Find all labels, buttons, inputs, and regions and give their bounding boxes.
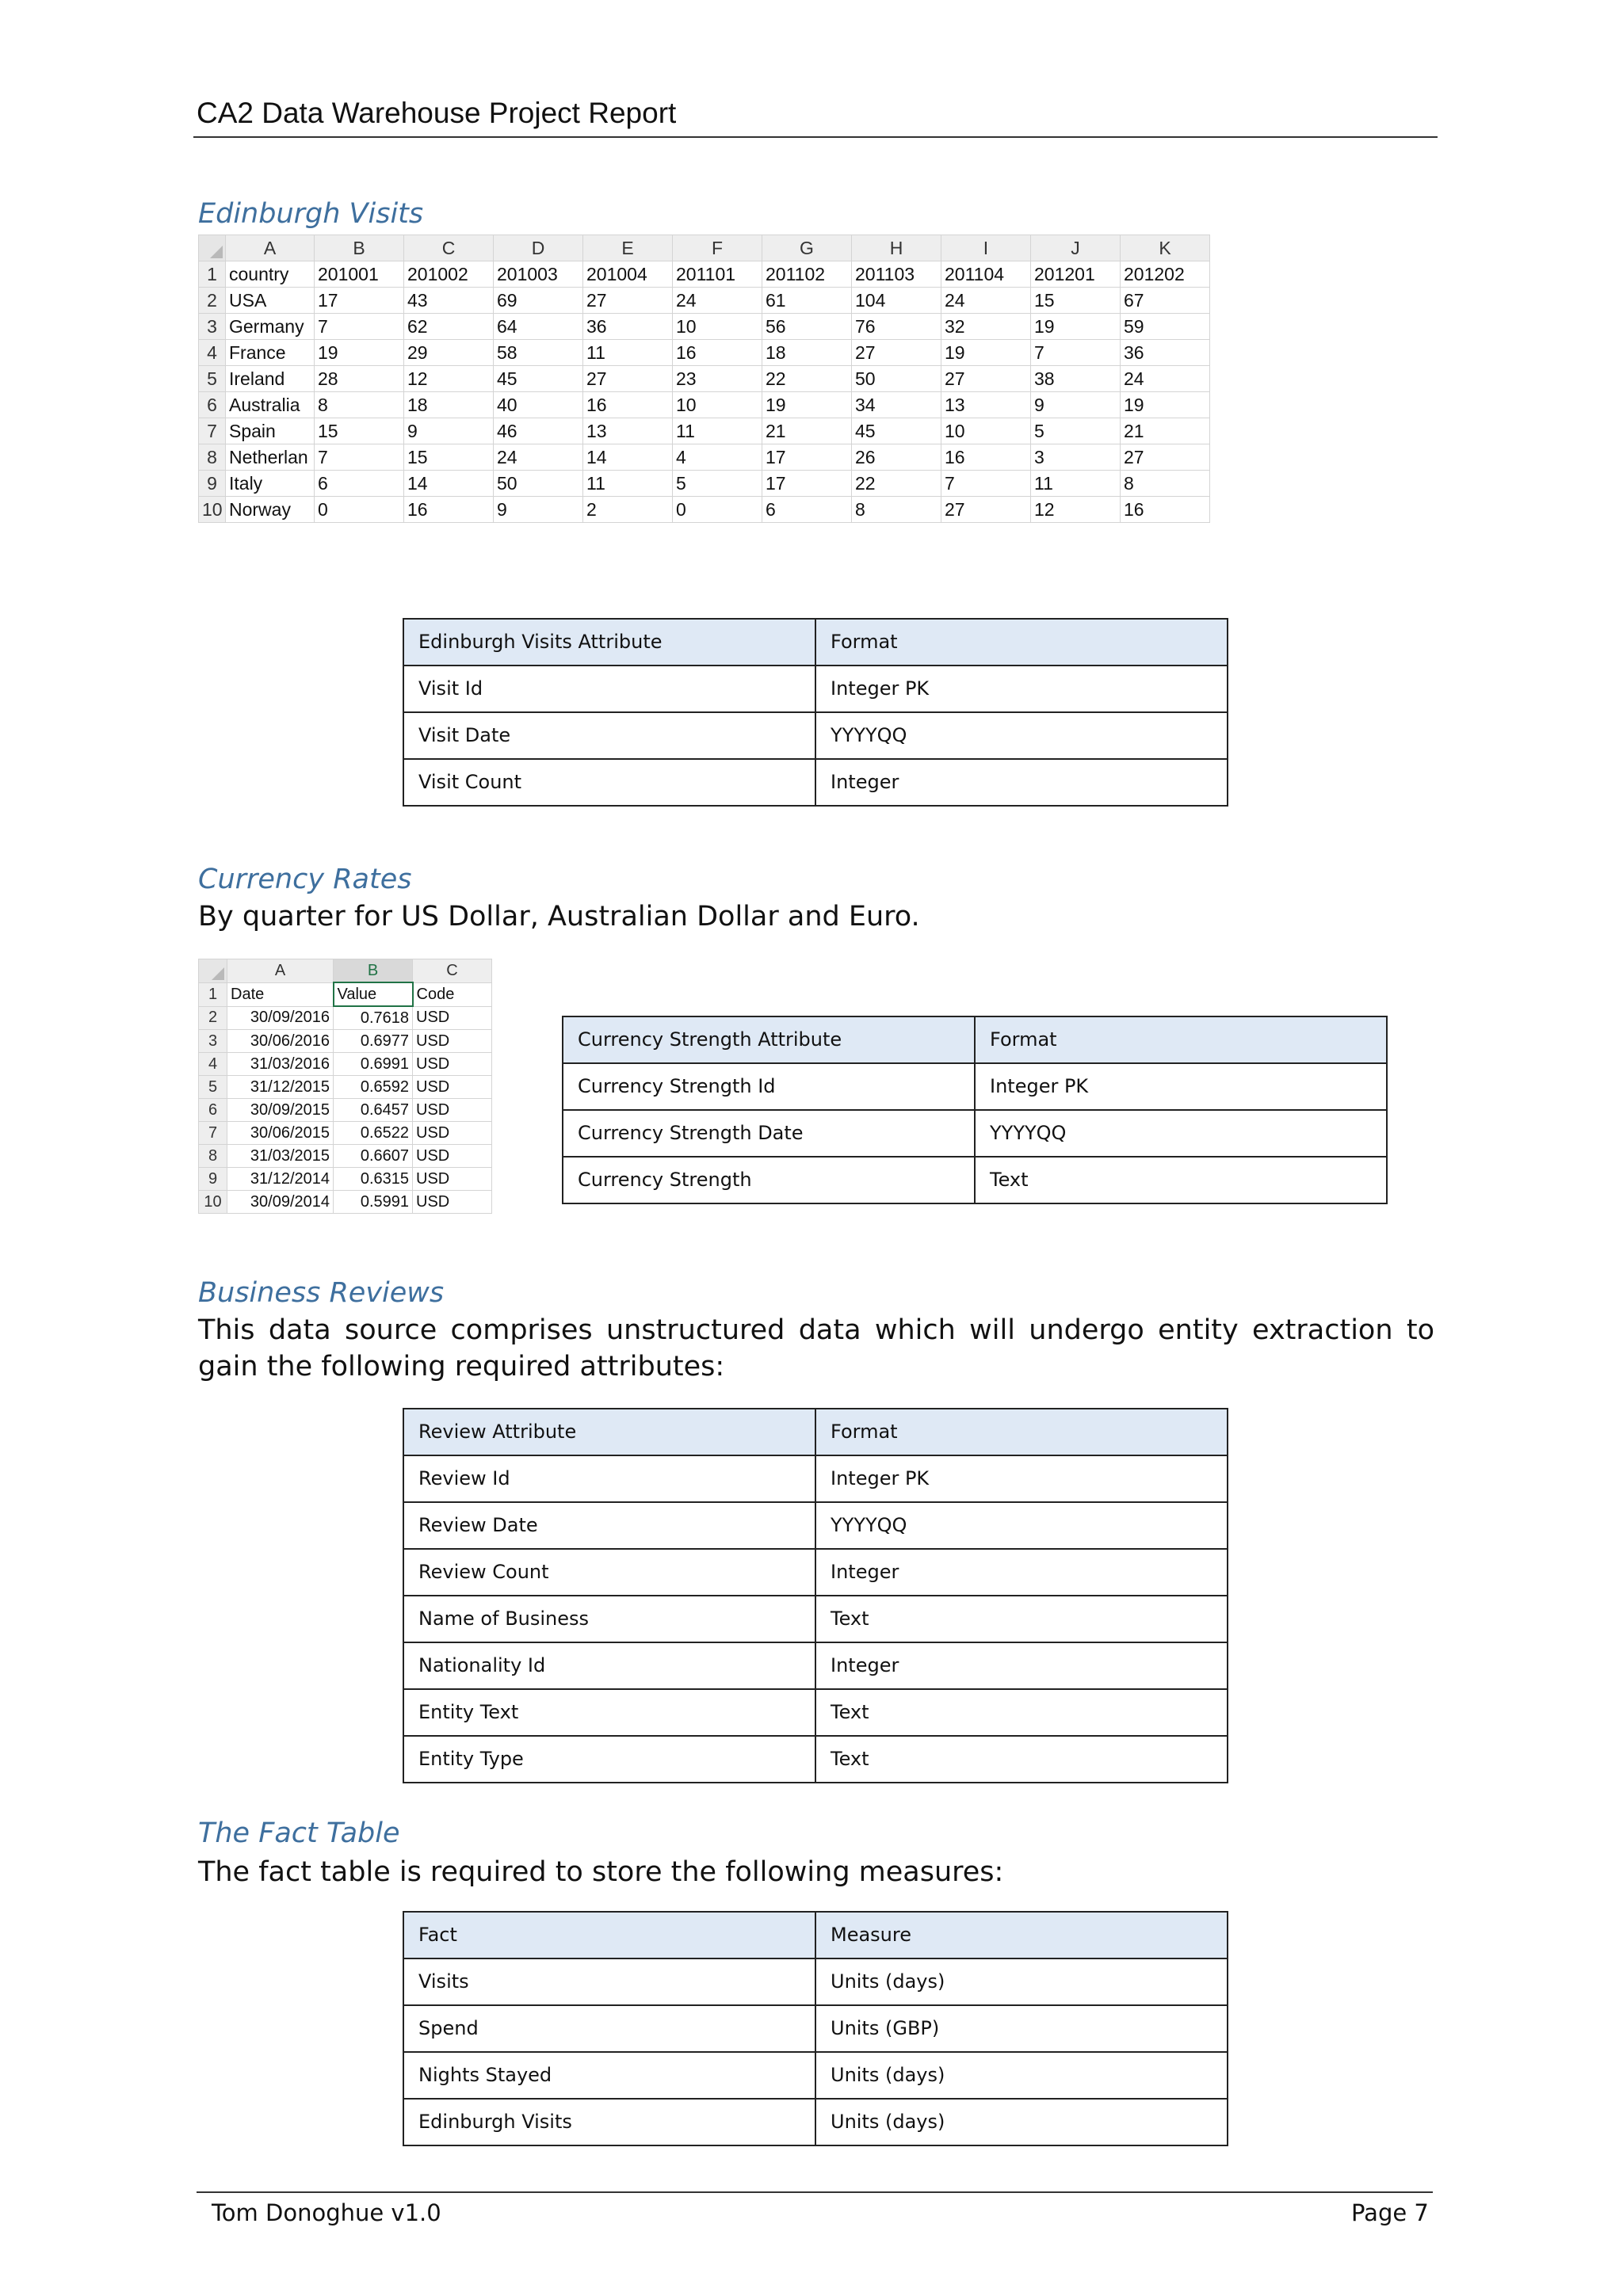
table-cell: YYYYQQ xyxy=(815,712,1228,759)
sheet-cell: 201201 xyxy=(1031,261,1121,288)
sheet-cell: 8 xyxy=(852,497,941,523)
table-header-cell: Review Attribute xyxy=(403,1409,815,1455)
sheet-row xyxy=(199,366,1210,392)
table-row xyxy=(403,2052,1228,2099)
sheet-cell: 28 xyxy=(315,366,404,392)
row-header: 7 xyxy=(199,418,226,444)
sheet-cell: 45 xyxy=(494,366,583,392)
sheet-cell: 22 xyxy=(762,366,852,392)
row-header: 1 xyxy=(199,982,227,1006)
sheet-cell: 29 xyxy=(404,340,494,366)
sheet-cell: 6 xyxy=(315,471,404,497)
sheet-cell: 40 xyxy=(494,392,583,418)
sheet-cell: 30/06/2016 xyxy=(227,1030,334,1053)
sheet-cell: Netherlan xyxy=(226,444,315,471)
heading-fact-table: The Fact Table xyxy=(198,1817,400,1849)
sheet-cell: 59 xyxy=(1121,314,1210,340)
sheet-cell: 0.6977 xyxy=(334,1030,413,1053)
row-header: 8 xyxy=(199,444,226,471)
sheet-cell: 21 xyxy=(1121,418,1210,444)
sheet-cell: 18 xyxy=(762,340,852,366)
sheet-cell: Germany xyxy=(226,314,315,340)
sheet-row xyxy=(199,1099,492,1122)
row-header: 2 xyxy=(199,288,226,314)
table-row xyxy=(403,1642,1228,1689)
sheet-cell: 31/03/2015 xyxy=(227,1145,334,1168)
sheet-cell: 0.5991 xyxy=(334,1191,413,1214)
sheet-cell: 19 xyxy=(1031,314,1121,340)
sheet-cell: 64 xyxy=(494,314,583,340)
sheet-row xyxy=(199,982,492,1006)
sheet-cell: 201001 xyxy=(315,261,404,288)
table-header-cell: Edinburgh Visits Attribute xyxy=(403,619,815,666)
column-header: C xyxy=(413,959,492,983)
sheet-cell: 104 xyxy=(852,288,941,314)
sheet-cell: 0.6607 xyxy=(334,1145,413,1168)
fact-intro: The fact table is required to store the following measures: xyxy=(198,1856,1004,1888)
sheet-cell: 9 xyxy=(494,497,583,523)
sheet-cell: 31/12/2015 xyxy=(227,1076,334,1099)
sheet-cell: 11 xyxy=(583,340,673,366)
sheet-cell: 16 xyxy=(673,340,762,366)
footer-page-number: Page 7 xyxy=(1351,2199,1429,2226)
footer-author: Tom Donoghue v1.0 xyxy=(212,2199,441,2226)
sheet-cell: 22 xyxy=(852,471,941,497)
sheet-cell: USD xyxy=(413,1191,492,1214)
sheet-cell: 17 xyxy=(315,288,404,314)
sheet-cell: 12 xyxy=(404,366,494,392)
sheet-cell: 14 xyxy=(404,471,494,497)
table-cell: YYYYQQ xyxy=(815,1502,1228,1549)
heading-business-reviews: Business Reviews xyxy=(198,1277,445,1309)
footer-rule xyxy=(197,2191,1433,2193)
row-header: 8 xyxy=(199,1145,227,1168)
column-header: I xyxy=(941,235,1031,261)
sheet-cell: 10 xyxy=(941,418,1031,444)
sheet-cell: 21 xyxy=(762,418,852,444)
sheet-cell: 0.6522 xyxy=(334,1122,413,1145)
sheet-cell: Italy xyxy=(226,471,315,497)
sheet-cell: 30/09/2014 xyxy=(227,1191,334,1214)
sheet-cell: 9 xyxy=(404,418,494,444)
heading-currency-rates: Currency Rates xyxy=(198,864,412,895)
sheet-cell: Value xyxy=(334,982,413,1006)
sheet-row xyxy=(199,497,1210,523)
sheet-cell: 19 xyxy=(315,340,404,366)
row-header: 2 xyxy=(199,1006,227,1030)
sheet-row xyxy=(199,1053,492,1076)
header-rule xyxy=(193,136,1438,138)
sheet-cell: USD xyxy=(413,1030,492,1053)
table-header-cell: Format xyxy=(815,1409,1228,1455)
sheet-cell: 7 xyxy=(315,314,404,340)
row-header: 3 xyxy=(199,1030,227,1053)
sheet-row xyxy=(199,1030,492,1053)
sheet-corner xyxy=(199,959,227,983)
currency-intro: By quarter for US Dollar, Australian Dollar and Euro. xyxy=(198,901,920,933)
table-cell: Entity Type xyxy=(403,1736,815,1783)
sheet-cell: 10 xyxy=(673,392,762,418)
table-row xyxy=(403,759,1228,806)
column-header: G xyxy=(762,235,852,261)
sheet-cell: 14 xyxy=(583,444,673,471)
sheet-corner xyxy=(199,235,226,261)
sheet-cell: 24 xyxy=(1121,366,1210,392)
table-cell: Review Count xyxy=(403,1549,815,1596)
table-cell: Review Date xyxy=(403,1502,815,1549)
sheet-cell: USD xyxy=(413,1122,492,1145)
sheet-cell: 16 xyxy=(941,444,1031,471)
sheet-cell: Code xyxy=(413,982,492,1006)
row-header: 10 xyxy=(199,497,226,523)
row-header: 10 xyxy=(199,1191,227,1214)
table-cell: Visit Id xyxy=(403,666,815,712)
table-row xyxy=(563,1157,1387,1203)
sheet-cell: 30/09/2015 xyxy=(227,1099,334,1122)
sheet-cell: 19 xyxy=(762,392,852,418)
sheet-cell: 27 xyxy=(941,497,1031,523)
sheet-cell: 16 xyxy=(404,497,494,523)
sheet-cell: 36 xyxy=(583,314,673,340)
row-header: 3 xyxy=(199,314,226,340)
table-row xyxy=(403,2099,1228,2145)
table-cell: Review Id xyxy=(403,1455,815,1502)
sheet-cell: 17 xyxy=(762,471,852,497)
table-cell: Integer xyxy=(815,1642,1228,1689)
row-header: 5 xyxy=(199,1076,227,1099)
sheet-cell: 27 xyxy=(941,366,1031,392)
sheet-cell: USD xyxy=(413,1053,492,1076)
sheet-cell: 5 xyxy=(1031,418,1121,444)
table-row xyxy=(403,2005,1228,2052)
table-cell: Edinburgh Visits xyxy=(403,2099,815,2145)
table-header-cell: Currency Strength Attribute xyxy=(563,1016,975,1063)
table-row xyxy=(403,1736,1228,1783)
sheet-cell: 43 xyxy=(404,288,494,314)
sheet-cell: 15 xyxy=(404,444,494,471)
table-cell: Integer PK xyxy=(815,1455,1228,1502)
table-cell: Text xyxy=(815,1596,1228,1642)
heading-edinburgh-visits: Edinburgh Visits xyxy=(198,198,424,230)
sheet-cell: 0.6592 xyxy=(334,1076,413,1099)
reviews-intro: This data source comprises unstructured data which will undergo entity extraction to gain the following required attributes: xyxy=(198,1314,1434,1383)
column-header: C xyxy=(404,235,494,261)
column-header: A xyxy=(227,959,334,983)
sheet-cell: 201004 xyxy=(583,261,673,288)
sheet-cell: USD xyxy=(413,1076,492,1099)
table-row xyxy=(403,666,1228,712)
sheet-cell: 27 xyxy=(852,340,941,366)
sheet-cell: 30/09/2016 xyxy=(227,1006,334,1030)
sheet-cell: 15 xyxy=(1031,288,1121,314)
table-cell: Integer PK xyxy=(815,666,1228,712)
sheet-cell: France xyxy=(226,340,315,366)
sheet-cell: 27 xyxy=(583,366,673,392)
sheet-cell: 15 xyxy=(315,418,404,444)
sheet-cell: 50 xyxy=(494,471,583,497)
sheet-row xyxy=(199,471,1210,497)
table-row xyxy=(403,1549,1228,1596)
sheet-cell: 0.7618 xyxy=(334,1006,413,1030)
sheet-cell: 38 xyxy=(1031,366,1121,392)
sheet-cell: 5 xyxy=(673,471,762,497)
sheet-row xyxy=(199,340,1210,366)
sheet-cell: 58 xyxy=(494,340,583,366)
sheet-cell: 7 xyxy=(941,471,1031,497)
table-cell: YYYYQQ xyxy=(975,1110,1387,1157)
column-header: D xyxy=(494,235,583,261)
sheet-cell: 46 xyxy=(494,418,583,444)
row-header: 7 xyxy=(199,1122,227,1145)
sheet-row xyxy=(199,1076,492,1099)
sheet-row xyxy=(199,288,1210,314)
row-header: 5 xyxy=(199,366,226,392)
sheet-cell: Australia xyxy=(226,392,315,418)
sheet-row xyxy=(199,392,1210,418)
fact-measure-table xyxy=(403,1911,1228,2146)
row-header: 4 xyxy=(199,340,226,366)
row-header: 9 xyxy=(199,1168,227,1191)
sheet-cell: 201102 xyxy=(762,261,852,288)
row-header: 6 xyxy=(199,1099,227,1122)
column-header: B xyxy=(315,235,404,261)
table-row xyxy=(563,1110,1387,1157)
sheet-cell: 36 xyxy=(1121,340,1210,366)
sheet-cell: 12 xyxy=(1031,497,1121,523)
sheet-row xyxy=(199,1006,492,1030)
table-cell: Entity Text xyxy=(403,1689,815,1736)
sheet-row xyxy=(199,1145,492,1168)
table-header-cell: Format xyxy=(815,619,1228,666)
sheet-cell: 19 xyxy=(1121,392,1210,418)
currency-strength-attribute-table xyxy=(562,1016,1388,1204)
sheet-cell: 18 xyxy=(404,392,494,418)
sheet-cell: 11 xyxy=(1031,471,1121,497)
table-cell: Visit Date xyxy=(403,712,815,759)
sheet-cell: 0.6457 xyxy=(334,1099,413,1122)
sheet-cell: 26 xyxy=(852,444,941,471)
column-header: K xyxy=(1121,235,1210,261)
sheet-cell: 13 xyxy=(583,418,673,444)
sheet-cell: 9 xyxy=(1031,392,1121,418)
table-cell: Visits xyxy=(403,1958,815,2005)
table-cell: Integer PK xyxy=(975,1063,1387,1110)
sheet-cell: 23 xyxy=(673,366,762,392)
sheet-cell: 0 xyxy=(673,497,762,523)
table-row xyxy=(403,1958,1228,2005)
sheet-row xyxy=(199,314,1210,340)
sheet-cell: 201103 xyxy=(852,261,941,288)
sheet-cell: 3 xyxy=(1031,444,1121,471)
row-header: 4 xyxy=(199,1053,227,1076)
sheet-cell: 61 xyxy=(762,288,852,314)
column-header: B xyxy=(334,959,413,983)
table-cell: Integer xyxy=(815,759,1228,806)
sheet-cell: 201101 xyxy=(673,261,762,288)
sheet-cell: 8 xyxy=(1121,471,1210,497)
table-cell: Currency Strength Date xyxy=(563,1110,975,1157)
sheet-row xyxy=(199,261,1210,288)
sheet-cell: USD xyxy=(413,1145,492,1168)
sheet-cell: 24 xyxy=(494,444,583,471)
table-cell: Units (days) xyxy=(815,1958,1228,2005)
sheet-cell: 7 xyxy=(315,444,404,471)
sheet-cell: country xyxy=(226,261,315,288)
column-header: J xyxy=(1031,235,1121,261)
column-header: H xyxy=(852,235,941,261)
sheet-cell: 32 xyxy=(941,314,1031,340)
sheet-cell: 76 xyxy=(852,314,941,340)
table-cell: Units (days) xyxy=(815,2099,1228,2145)
table-cell: Units (GBP) xyxy=(815,2005,1228,2052)
table-row xyxy=(403,1502,1228,1549)
review-attribute-table xyxy=(403,1408,1228,1783)
sheet-cell: 16 xyxy=(583,392,673,418)
page-header-title: CA2 Data Warehouse Project Report xyxy=(197,97,677,129)
sheet-cell: 201003 xyxy=(494,261,583,288)
sheet-cell: 4 xyxy=(673,444,762,471)
table-header-cell: Measure xyxy=(815,1912,1228,1958)
sheet-cell: 201002 xyxy=(404,261,494,288)
sheet-cell: USD xyxy=(413,1168,492,1191)
sheet-cell: USD xyxy=(413,1099,492,1122)
sheet-cell: 19 xyxy=(941,340,1031,366)
sheet-cell: 56 xyxy=(762,314,852,340)
sheet-cell: 45 xyxy=(852,418,941,444)
table-cell: Currency Strength xyxy=(563,1157,975,1203)
sheet-row xyxy=(199,1191,492,1214)
sheet-cell: 67 xyxy=(1121,288,1210,314)
table-cell: Spend xyxy=(403,2005,815,2052)
column-header: E xyxy=(583,235,673,261)
row-header: 6 xyxy=(199,392,226,418)
column-header: F xyxy=(673,235,762,261)
sheet-cell: USD xyxy=(413,1006,492,1030)
sheet-cell: 16 xyxy=(1121,497,1210,523)
edinburgh-visits-attribute-table xyxy=(403,618,1228,807)
sheet-cell: 31/12/2014 xyxy=(227,1168,334,1191)
sheet-cell: 34 xyxy=(852,392,941,418)
table-row xyxy=(403,1689,1228,1736)
table-cell: Nationality Id xyxy=(403,1642,815,1689)
table-cell: Name of Business xyxy=(403,1596,815,1642)
sheet-cell: Spain xyxy=(226,418,315,444)
table-row xyxy=(403,712,1228,759)
sheet-cell: 13 xyxy=(941,392,1031,418)
sheet-cell: 6 xyxy=(762,497,852,523)
sheet-cell: 11 xyxy=(673,418,762,444)
table-row xyxy=(403,1596,1228,1642)
sheet-cell: 10 xyxy=(673,314,762,340)
sheet-cell: 27 xyxy=(1121,444,1210,471)
row-header: 9 xyxy=(199,471,226,497)
sheet-row xyxy=(199,1168,492,1191)
sheet-cell: 2 xyxy=(583,497,673,523)
sheet-cell: 0.6315 xyxy=(334,1168,413,1191)
sheet-cell: 69 xyxy=(494,288,583,314)
sheet-cell: 30/06/2015 xyxy=(227,1122,334,1145)
sheet-cell: 24 xyxy=(941,288,1031,314)
table-cell: Text xyxy=(815,1736,1228,1783)
sheet-row xyxy=(199,418,1210,444)
table-cell: Units (days) xyxy=(815,2052,1228,2099)
sheet-cell: 11 xyxy=(583,471,673,497)
table-cell: Currency Strength Id xyxy=(563,1063,975,1110)
sheet-cell: 7 xyxy=(1031,340,1121,366)
table-cell: Integer xyxy=(815,1549,1228,1596)
sheet-cell: USA xyxy=(226,288,315,314)
sheet-cell: 201104 xyxy=(941,261,1031,288)
sheet-cell: 0 xyxy=(315,497,404,523)
table-cell: Text xyxy=(815,1689,1228,1736)
sheet-cell: 8 xyxy=(315,392,404,418)
sheet-cell: Ireland xyxy=(226,366,315,392)
table-row xyxy=(403,1455,1228,1502)
column-header: A xyxy=(226,235,315,261)
table-row xyxy=(563,1063,1387,1110)
sheet-cell: 24 xyxy=(673,288,762,314)
sheet-cell: 0.6991 xyxy=(334,1053,413,1076)
row-header: 1 xyxy=(199,261,226,288)
sheet-cell: Date xyxy=(227,982,334,1006)
sheet-row xyxy=(199,444,1210,471)
table-cell: Visit Count xyxy=(403,759,815,806)
table-header-cell: Format xyxy=(975,1016,1387,1063)
currency-rates-spreadsheet xyxy=(198,959,492,1214)
table-cell: Nights Stayed xyxy=(403,2052,815,2099)
edinburgh-visits-spreadsheet xyxy=(198,235,1210,523)
sheet-row xyxy=(199,1122,492,1145)
sheet-cell: 31/03/2016 xyxy=(227,1053,334,1076)
sheet-cell: 62 xyxy=(404,314,494,340)
table-cell: Text xyxy=(975,1157,1387,1203)
sheet-cell: Norway xyxy=(226,497,315,523)
sheet-cell: 50 xyxy=(852,366,941,392)
table-header-cell: Fact xyxy=(403,1912,815,1958)
sheet-cell: 17 xyxy=(762,444,852,471)
sheet-cell: 27 xyxy=(583,288,673,314)
sheet-cell: 201202 xyxy=(1121,261,1210,288)
